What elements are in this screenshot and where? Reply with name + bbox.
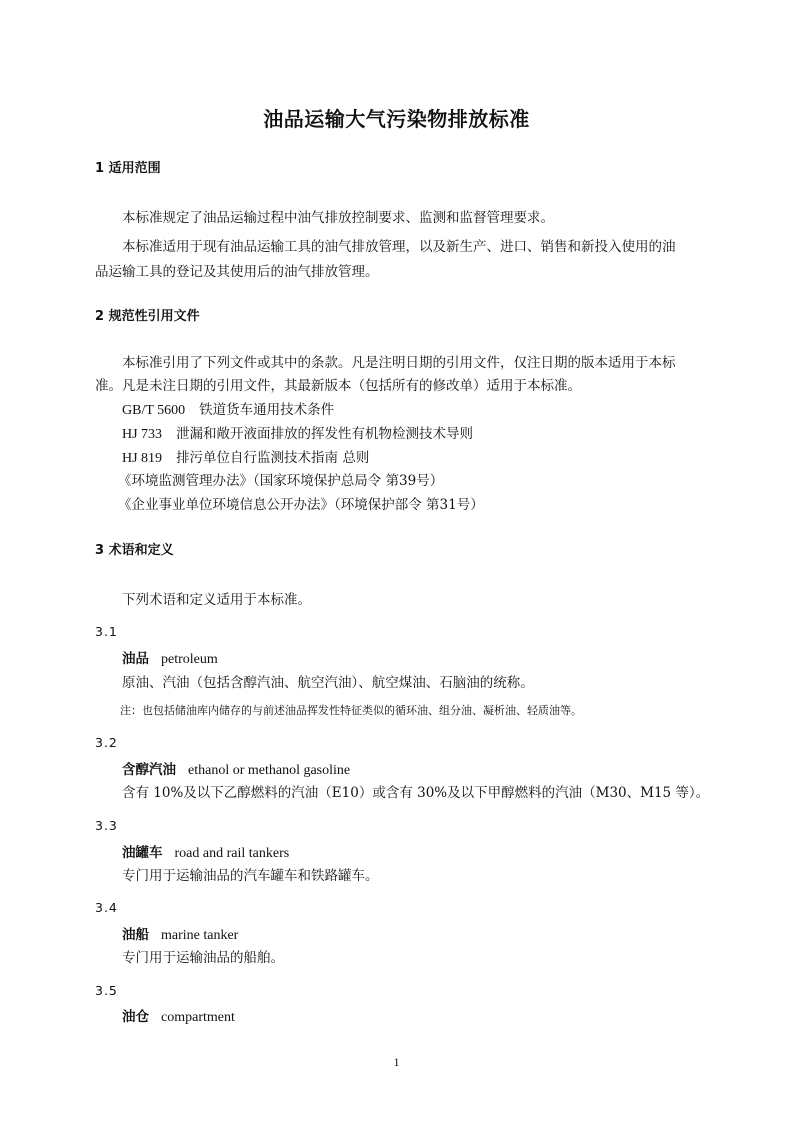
section-2-paragraph-line-1: 本标准引用了下列文件或其中的条款。凡是注明日期的引用文件，仅注日期的版本适用于本标 <box>122 355 676 371</box>
term-number: 3.1 <box>95 624 118 639</box>
term-definition: 专门用于运输油品的船舶。 <box>122 950 284 966</box>
term-english: compartment <box>161 1010 235 1025</box>
term-english: marine tanker <box>161 928 239 943</box>
reference-item <box>122 422 473 443</box>
term-definition: 专门用于运输油品的汽车罐车和铁路罐车。 <box>122 868 379 884</box>
term-heading <box>122 1005 235 1026</box>
section-1-paragraph-1: 本标准规定了油品运输过程中油气排放控制要求、监测和监督管理要求。 <box>122 210 554 226</box>
reference-regulation-1: 《环境监测管理办法》（国家环境保护总局令 第39号） <box>118 473 444 489</box>
section-2-paragraph-line-2: 准。凡是未注日期的引用文件，其最新版本（包括所有的修改单）适用于本标准。 <box>95 378 581 394</box>
section-1-paragraph-2-line-1: 本标准适用于现有油品运输工具的油气排放管理，以及新生产、进口、销售和新投入使用的油 <box>122 239 676 255</box>
term-chinese: 油船 <box>122 927 149 943</box>
reference-title: 排污单位自行监测技术指南 总则 <box>176 450 370 466</box>
term-chinese: 含醇汽油 <box>122 762 176 778</box>
term-chinese: 油品 <box>122 651 149 667</box>
reference-item <box>122 446 369 467</box>
term-english: petroleum <box>161 652 218 667</box>
term-chinese: 油仓 <box>122 1009 149 1025</box>
term-number: 3.4 <box>95 900 118 915</box>
term-english: ethanol or methanol gasoline <box>188 763 351 778</box>
term-number: 3.2 <box>95 735 118 750</box>
section-3-intro: 下列术语和定义适用于本标准。 <box>122 592 311 608</box>
section-2-heading: 2 规范性引用文件 <box>95 309 200 324</box>
term-definition: 原油、汽油（包括含醇汽油、航空汽油）、航空煤油、石脑油的统称。 <box>122 675 534 691</box>
term-number: 3.3 <box>95 818 118 833</box>
section-3-heading: 3 术语和定义 <box>95 543 174 558</box>
document-title: 油品运输大气污染物排放标准 <box>263 107 530 131</box>
reference-item <box>122 398 334 419</box>
term-number: 3.5 <box>95 983 118 998</box>
term-english: road and rail tankers <box>174 846 290 861</box>
term-heading <box>122 923 238 944</box>
reference-code: HJ 819 <box>122 451 163 466</box>
term-heading <box>122 841 289 862</box>
section-1-paragraph-2-line-2: 品运输工具的登记及其使用后的油气排放管理。 <box>95 264 379 280</box>
term-heading <box>122 647 218 668</box>
term-definition: 含有 10%及以下乙醇燃料的汽油（E10）或含有 30%及以下甲醇燃料的汽油（M30、M15 等）。 <box>122 785 710 801</box>
reference-regulation-2: 《企业事业单位环境信息公开办法》（环境保护部令 第31号） <box>118 497 484 513</box>
reference-title: 铁道货车通用技术条件 <box>199 402 335 418</box>
page-number: 1 <box>393 1055 400 1069</box>
reference-code: GB/T 5600 <box>122 403 186 418</box>
section-1-heading: 1 适用范围 <box>95 161 161 176</box>
term-heading <box>122 758 350 779</box>
term-chinese: 油罐车 <box>122 845 163 861</box>
reference-title: 泄漏和敞开液面排放的挥发性有机物检测技术导则 <box>176 426 474 442</box>
reference-code: HJ 733 <box>122 427 163 442</box>
term-note: 注：也包括储油库内储存的与前述油品挥发性特征类似的循环油、组分油、凝析油、轻质油等。 <box>120 704 582 717</box>
